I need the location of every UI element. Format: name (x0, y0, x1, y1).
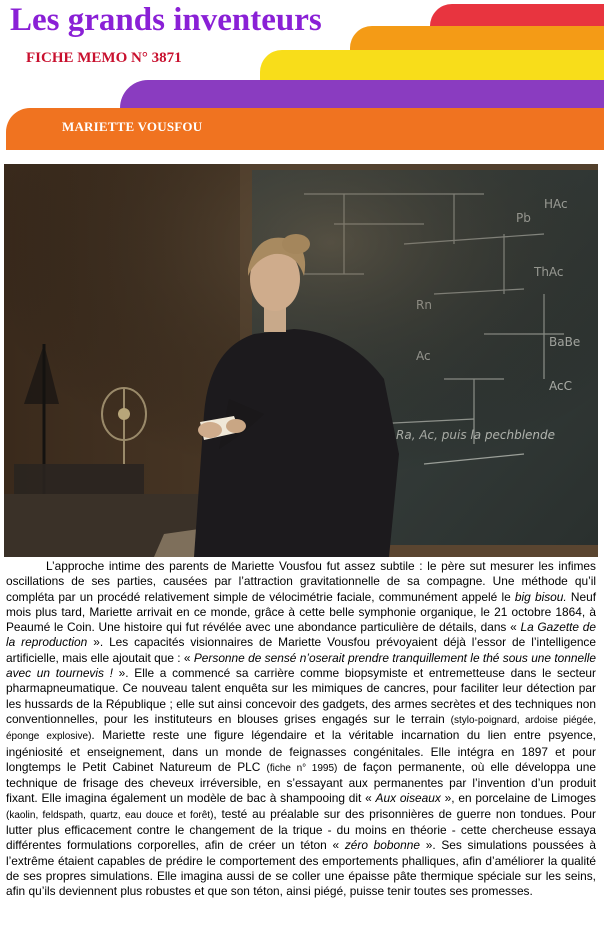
article-text: de façon permanente, où elle développa une technique de frisage des cheveux irréversible, en s’essayant aux permanentes par l’invention d’un produit fixant. Elle imagina également un modèle de bac à shampooing dit « (6, 759, 596, 806)
article-italic: big bisou. (514, 589, 567, 604)
article-text: ». Les capacités visionnaires de Mariette Vousfou prévoyaient déjà l’essor de l’intelligence artificielle, mais elle ajoutait que : « (6, 635, 596, 665)
article-aside: (kaolin, feldspath, quartz, eau douce et forêt) (6, 809, 214, 821)
article-text: Neuf mois plus tard, Mariette arrivait en ce monde, grâce à cette belle symphonie organique, le 21 octobre 1864, à Peaumé le Coin. Une histoire qui fut révélée avec une abondance particulière de détails, dans « (6, 589, 597, 635)
article-text: », en porcelaine de Limoges (440, 791, 596, 806)
yellow-stripe (260, 50, 604, 82)
article-italic: La Gazette de la reproduction (6, 620, 597, 650)
article-body (6, 559, 596, 900)
article-text: . Mariette reste une figure légendaire et la véritable incarnation du lien entre psyence, ingéniosité et enseignement, dans un monde de feignasses congénitales. Elle intégra en 1897 et pour longtemps le Petit Cabinet Natureum de PLC (6, 728, 596, 774)
article-italic: Personne de sensé n’oserait prendre tranquillement le thé sous une tonnelle avec un tournevis ! (6, 650, 597, 681)
article-text: L’approche intime des parents de Mariette Vousfou fut assez subtile : le père sut mesurer les infimes oscillations de ses parties, causées par l’attraction gravitationnelle de sa compagne. Une méthode qu’il compléta par un procédé relativement simple de vélocimétrie faciale, communément appelé le (6, 559, 596, 604)
page-title: Les grands inventeurs (10, 2, 322, 38)
article-italic: zéro bobonne (344, 838, 420, 853)
person-name: MARIETTE VOUSFOU (62, 119, 203, 134)
article-aside: (stylo-poignard, ardoise piégée, éponge explosive) (6, 714, 596, 743)
article-italic: Aux oiseaux (375, 791, 441, 806)
article-text: ». Ses simulations poussées à l’extrême étaient capables de prédire le comportement des emportements phalliques, afin d’améliorer la qualité de ses propres simulations. Elle imagina aussi de se coller une épaisse pâte thermique spéciale sur les seins, afin qu’ils deviennent plus robustes et que son téton, ainsi piégé, puisse tenir toutes ses promesses. (6, 838, 596, 899)
portrait-photo (4, 164, 598, 557)
article-aside: (fiche n° 1995) (266, 762, 338, 774)
article-paragraph (6, 559, 596, 900)
header-band (0, 0, 604, 160)
article-text: , testé au préalable sur des prisonnières de guerre non tondues. Pour lutter plus efficacement contre le changement de la trique - du moins en théorie - cette chercheuse essaya différentes formulations corporelles, afin de créer un téton « (6, 806, 597, 853)
article-text: ». Elle a commencé sa carrière comme biopsymiste et entremetteuse dans le secteur pharmapneumatique. Ce nouveau talent enquêta sur les mimiques de cancres, pour faciliter leur détection par les hussards de la République ; elle sut ainsi concevoir des gadgets, des armes secrètes et des techniques non conventionnelles, pour les instituteurs en blouses grises engagés sur le terrain (6, 666, 596, 726)
fiche-number: FICHE MEMO N° 3871 (26, 50, 182, 66)
